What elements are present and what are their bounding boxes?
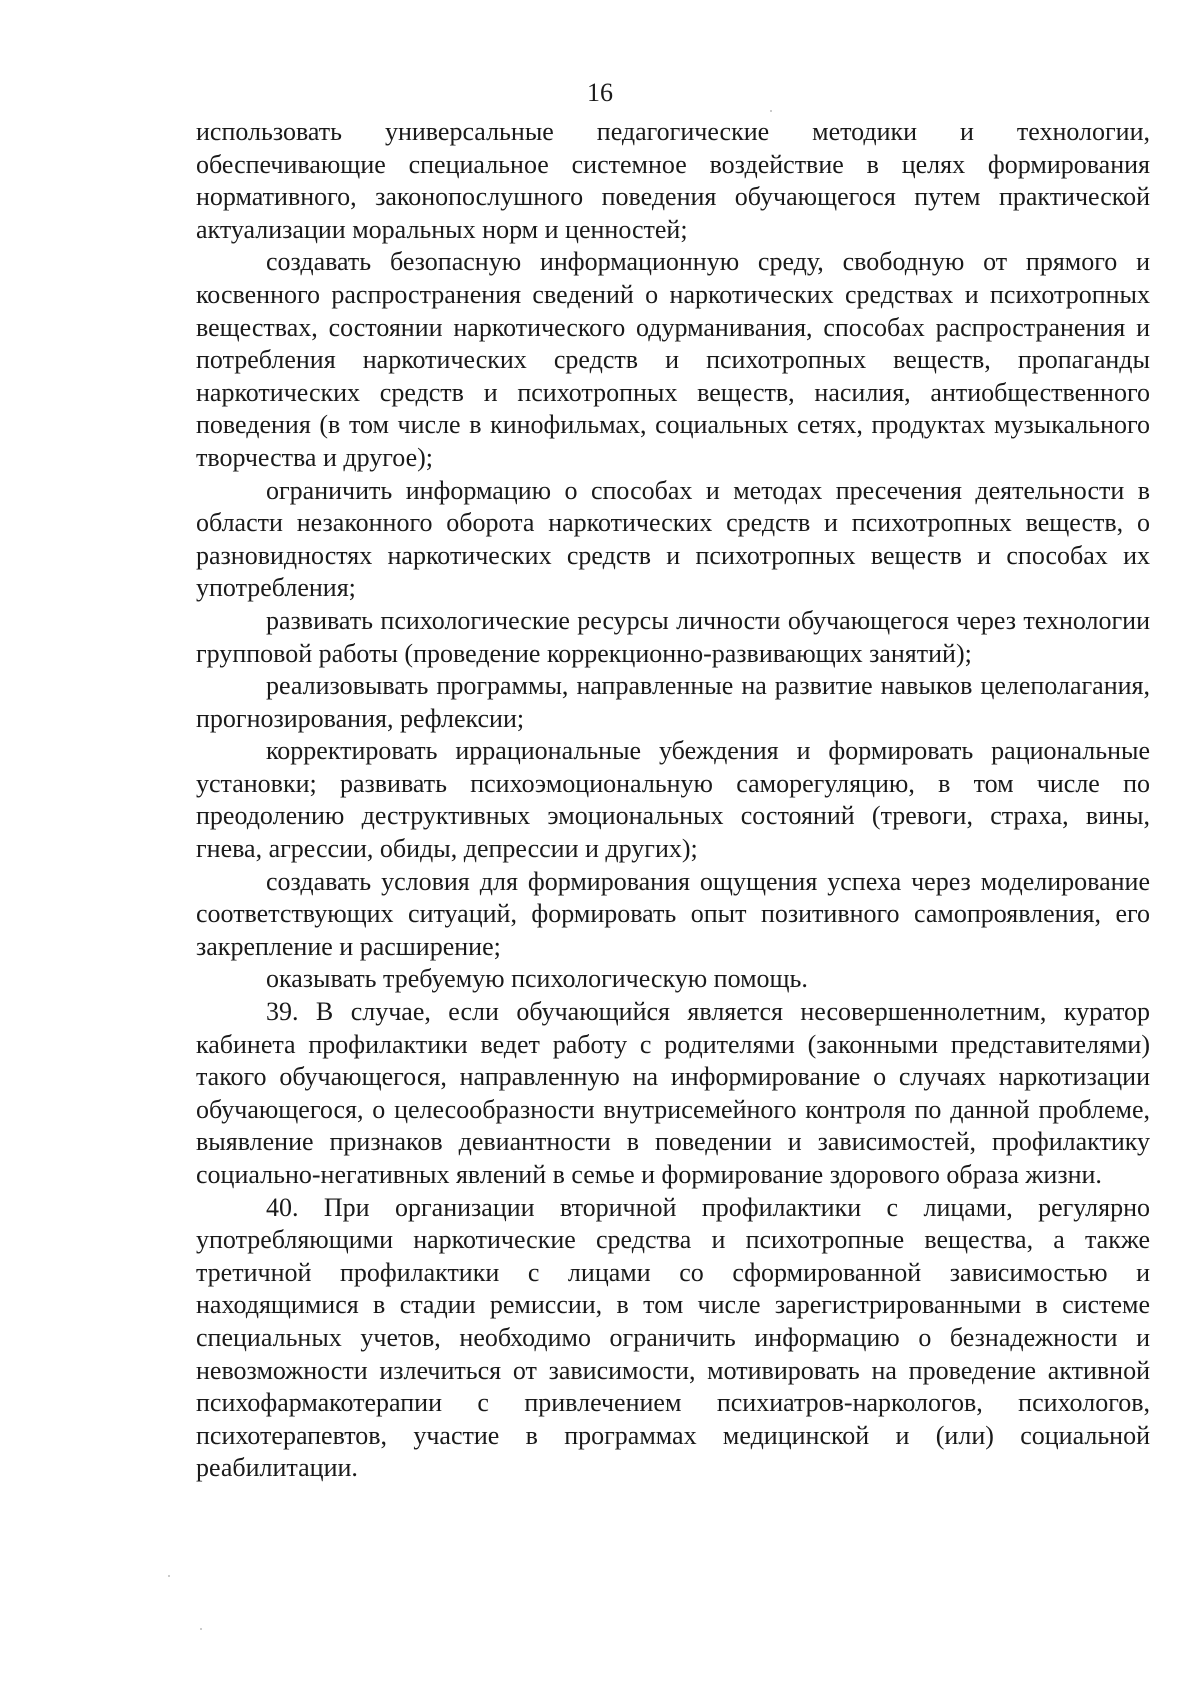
paragraph-psychological-resources: развивать психологические ресурсы личности обучающегося через технологии групповой работы (проведение коррекционно-развивающих занятий); bbox=[196, 605, 1150, 668]
paragraph-psychological-help: оказывать требуемую психологическую помощь. bbox=[266, 964, 808, 994]
body-text bbox=[196, 116, 1150, 1485]
paragraph-continuation: использовать универсальные педагогические методики и технологии, обеспечивающие специальное системное воздействие в целях формирования нормативного, законопослушного поведения обучающегося путем практической актуализации моральных норм и ценностей; bbox=[196, 117, 1150, 244]
paragraph-correct-beliefs: корректировать иррациональные убеждения и формировать рациональные установки; развивать психоэмоциональную саморегуляцию, в том числе по преодолению деструктивных эмоциональных состояний (тревоги, страха, вины, гнева, агрессии, обиды, депрессии и других); bbox=[196, 736, 1150, 864]
paragraph-implement-programs: реализовывать программы, направленные на развитие навыков целеполагания, прогнозирования, рефлексии; bbox=[196, 671, 1150, 733]
paragraph-item-39: 39. В случае, если обучающийся является несовершеннолетним, куратор кабинета профилактики ведет работу с родителями (законными представителями) такого обучающегося, направленную на информирование о случаях наркотизации обучающегося, о целесообразности внутрисемейного контроля по данной проблеме, выявление признаков девиантности в поведении и зависимостей, профилактику социально-негативных явлений в семье и формирование здорового образа жизни. bbox=[196, 997, 1150, 1189]
paragraph-item-40: 40. При организации вторичной профилактики с лицами, регулярно употребляющими наркотические средства и психотропные вещества, а также третичной профилактики с лицами со сформированной зависимостью и находящимися в стадии ремиссии, в том числе зарегистрированными в системе специальных учетов, необходимо ограничить информацию о безнадежности и невозможности излечиться от зависимости, мотивировать на проведение активной психофармакотерапии с привлечением психиатров-наркологов, психологов, психотерапевтов, участие в программах медицинской и (или) социальной реабилитации. bbox=[196, 1192, 1150, 1483]
paragraph-restrict-information: ограничить информацию о способах и методах пресечения деятельности в области незаконного оборота наркотических средств и психотропных веществ, о разновидностях наркотических средств и психотропных веществ и способах их употребления; bbox=[196, 475, 1150, 603]
page-number: 16 bbox=[587, 78, 613, 107]
scan-speck bbox=[770, 110, 772, 112]
scan-speck bbox=[168, 1575, 170, 1577]
scan-speck bbox=[200, 1628, 202, 1630]
paragraph-success-conditions: создавать условия для формирования ощущения успеха через моделирование соответствующих ситуаций, формировать опыт позитивного самопроявления, его закрепление и расширение; bbox=[196, 866, 1150, 961]
paragraph-safe-info-environment: создавать безопасную информационную среду, свободную от прямого и косвенного распространения сведений о наркотических средствах и психотропных веществах, состоянии наркотического одурманивания, способах распространения и потребления наркотических средств и психотропных веществ, пропаганды наркотических средств и психотропных веществ, насилия, антиобщественного поведения (в том числе в кинофильмах, социальных сетях, продуктах музыкального творчества и другое); bbox=[196, 247, 1150, 472]
